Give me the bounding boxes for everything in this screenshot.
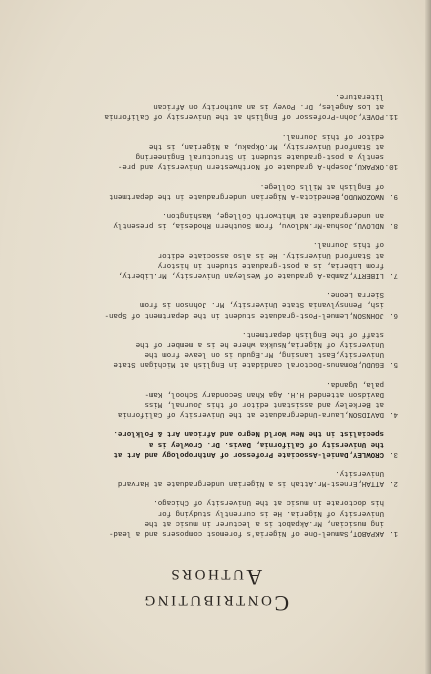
entry-number: 3. — [389, 449, 398, 458]
author-entry — [28, 329, 398, 370]
entry-number: 5. — [389, 360, 398, 369]
entry-text: EGUDU,Romanus-Doctoral candidate in English at Michigan State University,East Lansing, Mr.Egudu is on leave from the University of Nigeria,Nsukka where he is a member of the staff of the English department. — [113, 329, 384, 369]
entry-text: JOHNSON,Lemuel-Post-graduate student in the department of Span- ish, Pennsylvania State University, Mr. Johnson is from Sierra Leone. — [104, 290, 384, 319]
entry-number: 8. — [389, 221, 398, 230]
page-title — [0, 564, 431, 616]
entry-number: 2. — [389, 479, 398, 488]
author-entry — [28, 468, 398, 488]
entry-text: ATTAH,Ernest-Mr.Attah is a Nigerian undergraduate at Harvard University. — [117, 468, 384, 488]
entry-text: NDLOVU,Joshua-Mr.Ndlovu, from Southern Rhodesia, is presently an undergraduate at Whitworth College, Washington. — [113, 210, 384, 230]
entry-text: OKPAKU,Joseph-A graduate of Northwestern University and pre- sently a post-graduate student in Structural Engineering at Stanford University, Mr.Okpaku, a Nigerian, is the editor of this Journal. — [117, 131, 384, 171]
entry-text: NWOZOMUDO,Benedicta-A Nigerian undergraduate in the department of English at Mills College. — [109, 181, 384, 200]
author-entry — [28, 289, 398, 320]
entry-text: AKPABOT,Samuel-One of Nigeria's foremost composers and a lead- ing musician, Mr.Akpabot is a lecturer in music at the University of Nigeria. He is currently studying for his doctorate in music at the University of Chicago. — [109, 498, 384, 537]
author-entry — [28, 210, 398, 230]
author-entry — [28, 239, 398, 280]
entry-text: POVEY,John-Professor of English at the University of California at Los Angeles, Dr. Povey is an authority on African literature. — [104, 92, 384, 121]
entry-number: 10. — [384, 162, 398, 171]
author-entry — [28, 180, 398, 200]
title-line-1: Contributing — [141, 591, 290, 616]
entry-number: 11. — [384, 112, 398, 121]
entry-number: 9. — [389, 191, 398, 200]
entry-number: 6. — [389, 310, 398, 319]
entry-number: 1. — [389, 529, 398, 537]
entry-number: 7. — [389, 270, 398, 279]
entry-text: LIBERTY,Zamba-A graduate of Wesleyan University, Mr.Liberty, from Liberia, is a post-graduate student in history at Stanford University. He is also associate editor of this Journal. — [117, 240, 384, 279]
author-entry — [28, 91, 398, 122]
authors-list — [28, 82, 398, 538]
entry-number: 4. — [389, 410, 398, 419]
author-entry — [28, 131, 398, 172]
title-line-2: Authors — [168, 565, 263, 590]
author-entry — [28, 497, 398, 538]
author-entry — [28, 378, 398, 419]
entry-text: DAVIDSON,Laura-Undergraduate at the University of California at Berkeley and assistant editor of this Journal, Miss Davidson attended H.H. Aga Khan Secondary School, Kam- pala, Uganda. — [117, 379, 384, 419]
entry-text: CROWLEY,Daniel-Associate Professor of Anthropology and Art at the University of California, Davis. Dr. Crowley is a specialist in the New World Negro and African Art & Folklore. — [113, 429, 384, 458]
author-entry — [28, 428, 398, 459]
